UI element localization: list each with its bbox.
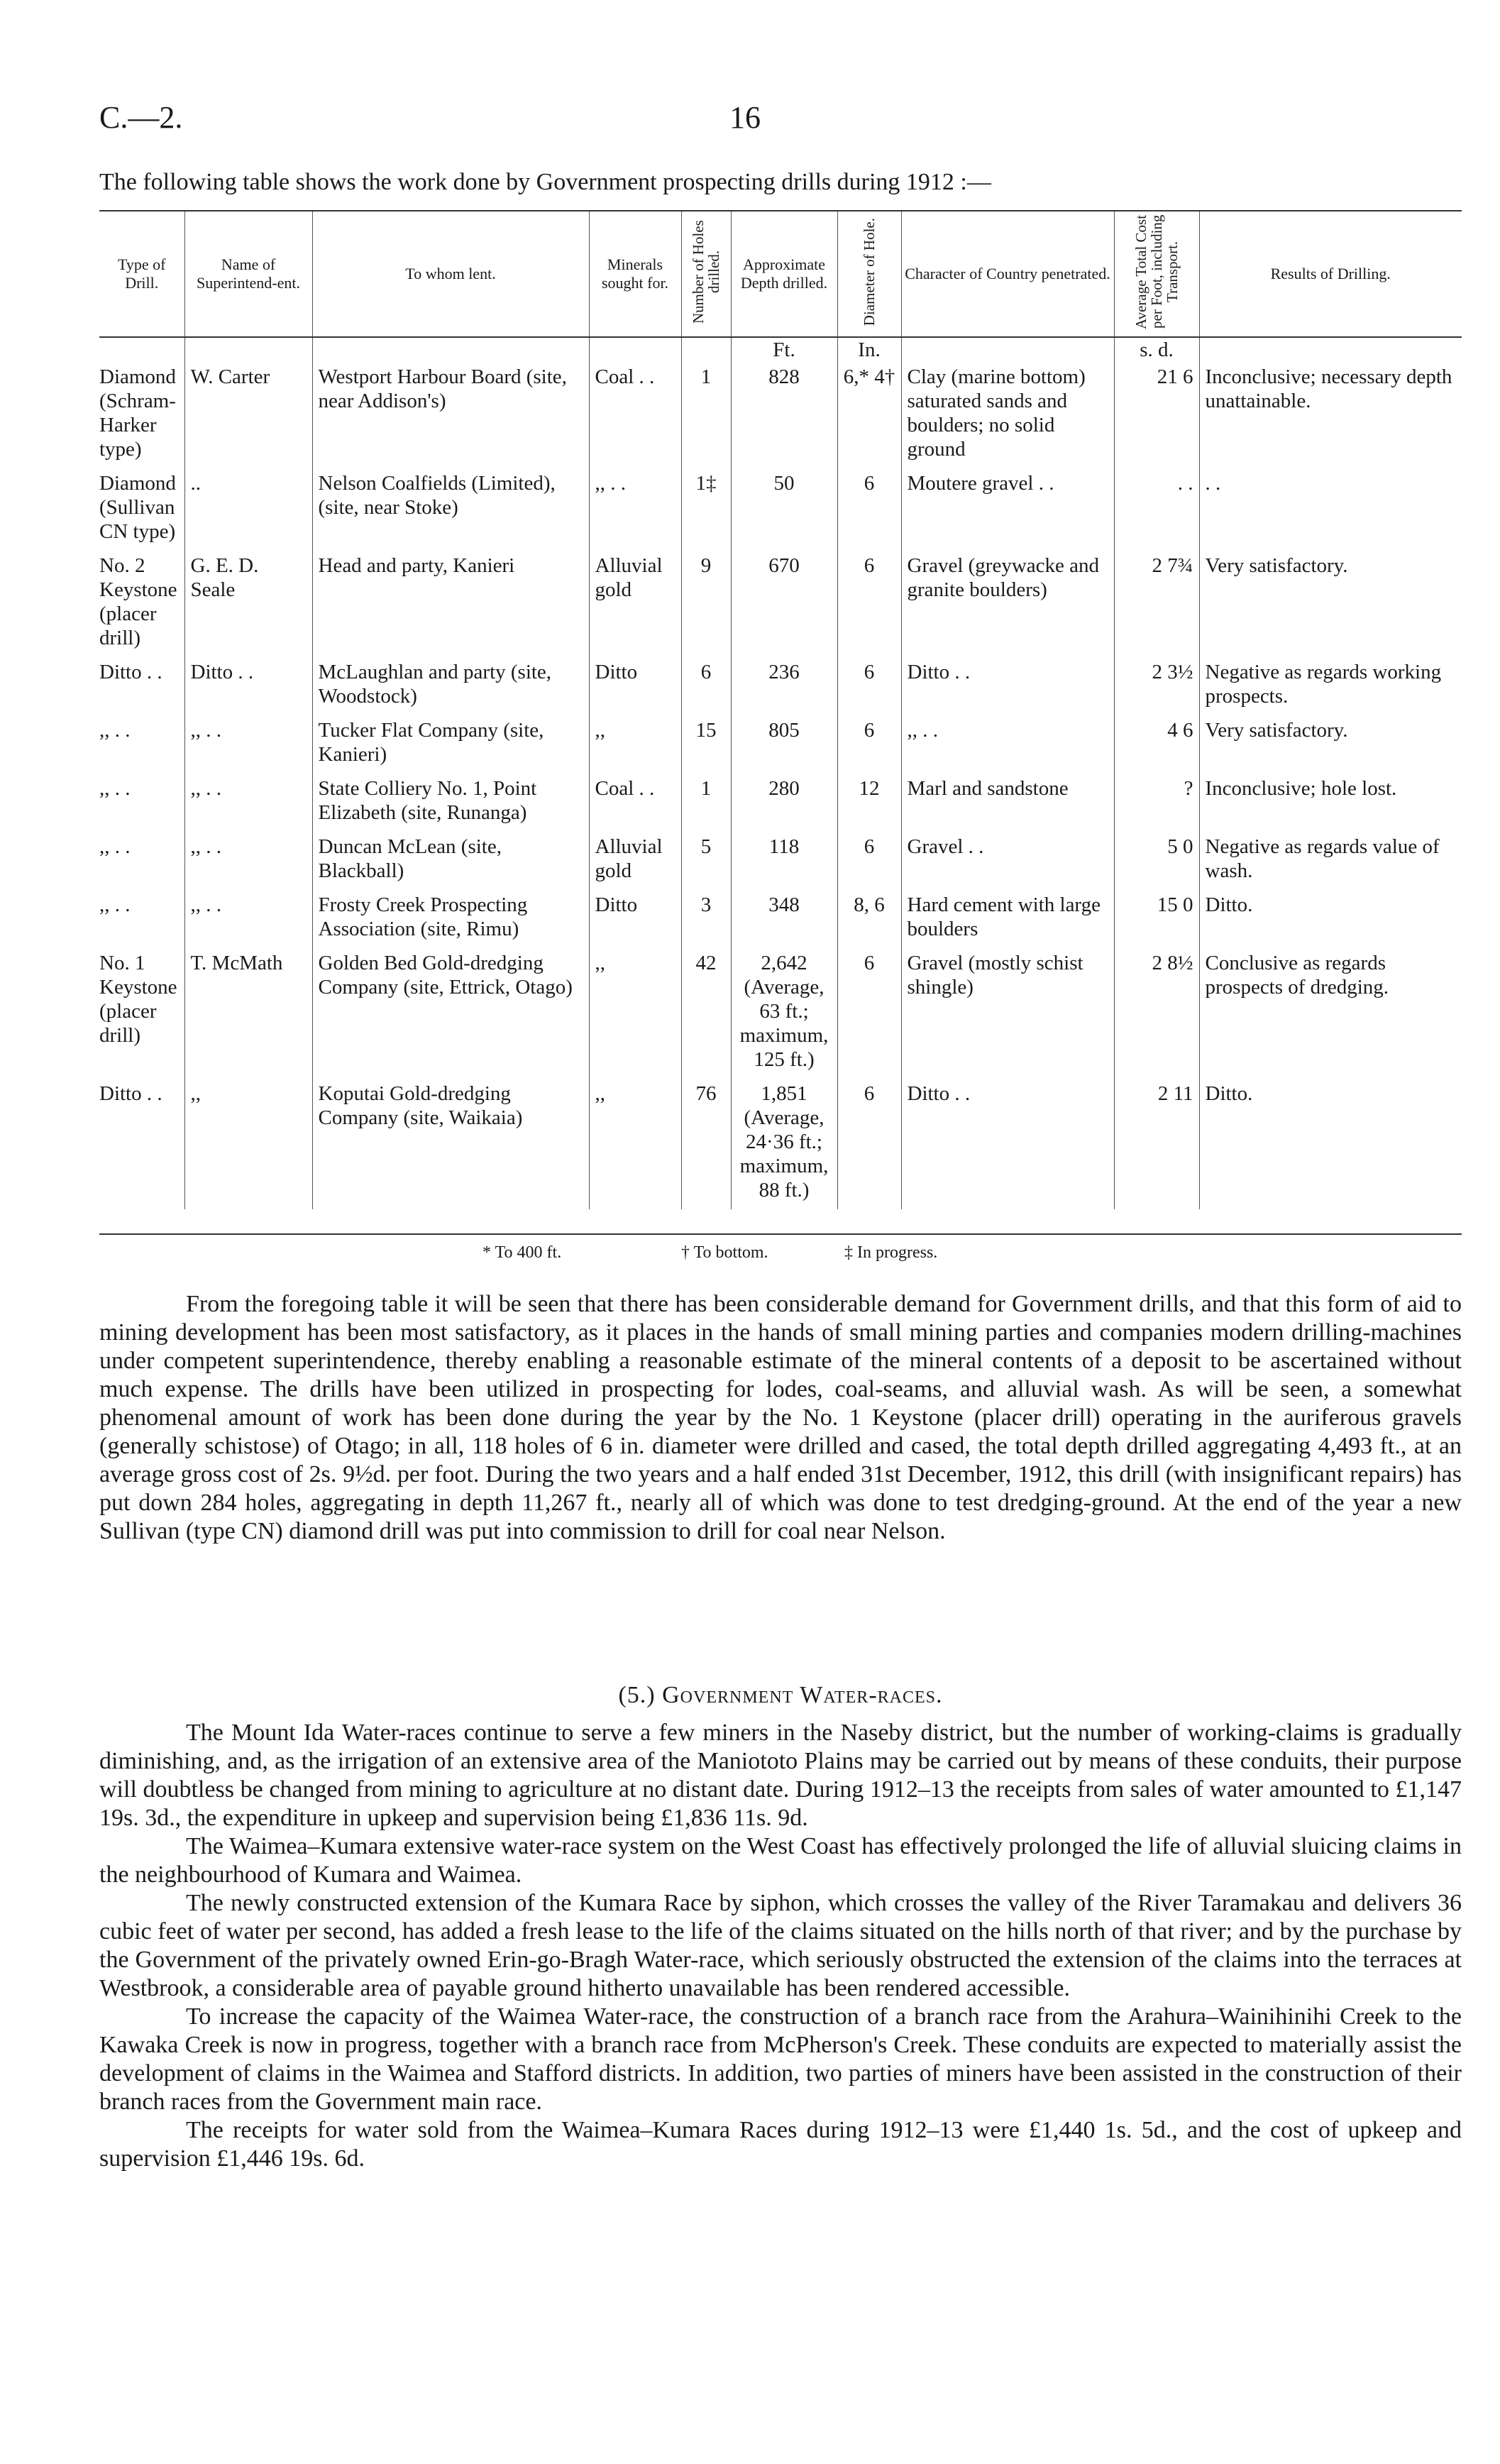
cell-whom: State Colliery No. 1, Point Elizabeth (site, Runanga) <box>312 774 589 832</box>
cell-depth: 118 <box>731 832 837 890</box>
cell-type: ,, . . <box>99 893 131 916</box>
cell-depth: 2,642 (Average, 63 ft.; maximum, 125 ft.) <box>731 948 837 1079</box>
cell-holes: 1 <box>681 774 731 832</box>
section-heading: (5.) Government Water-races. <box>618 1682 943 1708</box>
drills-table <box>99 211 1462 1209</box>
cell-depth: 280 <box>731 774 837 832</box>
cell-results: Conclusive as regards prospects of dredging. <box>1199 948 1462 1079</box>
cell-type: No. 2 Keystone (placer drill) <box>99 554 177 649</box>
water-paragraph: The Mount Ida Water-races continue to serve a few miners in the Naseby district, but the number of working-claims is gradually diminishing, and, as the irrigation of an extensive area of the Maniototo Plains may be carried out by means of these conduits, their purpose will doubtless be changed from mining to agriculture at no distant date. During 1912–13 the receipts from sales of water amounted to £1,147 19s. 3d., the expenditure in upkeep and supervision being £1,836 11s. 9d. <box>99 1720 1462 1831</box>
cell-country: Gravel . . <box>901 832 1114 890</box>
cell-minerals: ,, <box>589 715 681 774</box>
cell-whom: Head and party, Kanieri <box>312 551 589 657</box>
table-row <box>99 551 1462 657</box>
cell-holes: 9 <box>681 551 731 657</box>
cell-results: Very satisfactory. <box>1199 551 1462 657</box>
cell-diameter: 6 <box>837 1079 901 1209</box>
cell-results: . . <box>1199 468 1462 551</box>
header-diameter: Diameter of Hole. <box>837 211 901 337</box>
cell-whom: Golden Bed Gold-dredging Company (site, Ettrick, Otago) <box>312 948 589 1079</box>
cell-minerals: Coal . . <box>589 362 681 468</box>
cell-holes: 5 <box>681 832 731 890</box>
table-row <box>99 948 1462 1079</box>
cell-holes: 42 <box>681 948 731 1079</box>
cell-minerals: ,, . . <box>589 468 681 551</box>
cell-superintendent: ,, . . <box>184 890 312 948</box>
cell-whom: Koputai Gold-dredging Company (site, Waikaia) <box>312 1079 589 1209</box>
cell-country: Clay (marine bottom) saturated sands and boulders; no solid ground <box>901 362 1114 468</box>
cell-diameter: 8, 6 <box>837 890 901 948</box>
cell-type: ,, . . <box>99 835 131 858</box>
cell-whom: Duncan McLean (site, Blackball) <box>312 832 589 890</box>
cell-holes: 1‡ <box>681 468 731 551</box>
cell-diameter: 6 <box>837 832 901 890</box>
cell-type: ,, . . <box>99 719 131 742</box>
cell-country: Moutere gravel . . <box>901 468 1114 551</box>
cell-depth: 236 <box>731 657 837 715</box>
cell-superintendent: ,, . . <box>184 774 312 832</box>
cell-type: Diamond (Schram-Harker type) <box>99 365 176 461</box>
table-row <box>99 657 1462 715</box>
cell-results: Negative as regards working prospects. <box>1199 657 1462 715</box>
cell-cost: 15 0 <box>1114 890 1199 948</box>
cell-minerals: Ditto <box>589 657 681 715</box>
cell-type: Diamond (Sullivan CN type) <box>99 472 176 543</box>
cell-country: Ditto . . <box>901 1079 1114 1209</box>
cell-cost: 2 11 <box>1114 1079 1199 1209</box>
header-depth: Approximate Depth drilled. <box>731 211 837 337</box>
water-paragraph: The newly constructed extension of the Kumara Race by siphon, which crosses the valley of the River Taramakau and delivers 36 cubic feet of water per second, has added a fresh lease to the life of the claims situated on the hills north of that river; and by the purchase by the Government of the privately owned Erin-go-Bragh Water-race, which seriously obstructed the extension of the claims into the terraces at Westbrook, a considerable area of payable ground hitherto unavailable has been rendered accessible. <box>99 1890 1462 2001</box>
unit-depth: Ft. <box>731 337 837 362</box>
cell-country: Gravel (mostly schist shingle) <box>901 948 1114 1079</box>
cell-superintendent: ,, . . <box>184 832 312 890</box>
cell-superintendent: W. Carter <box>184 362 312 468</box>
cell-diameter: 6 <box>837 715 901 774</box>
cell-country: Marl and sandstone <box>901 774 1114 832</box>
cell-diameter: 6,* 4† <box>837 362 901 468</box>
cell-holes: 76 <box>681 1079 731 1209</box>
table-row <box>99 832 1462 890</box>
cell-minerals: ,, <box>589 1079 681 1209</box>
header-country: Character of Country penetrated. <box>901 211 1114 337</box>
cell-diameter: 6 <box>837 468 901 551</box>
cell-minerals: Ditto <box>589 890 681 948</box>
cell-whom: Frosty Creek Prospecting Association (site, Rimu) <box>312 890 589 948</box>
cell-cost: 4 6 <box>1114 715 1199 774</box>
cell-minerals: Alluvial gold <box>589 832 681 890</box>
cell-diameter: 12 <box>837 774 901 832</box>
cell-diameter: 6 <box>837 657 901 715</box>
cell-depth: 828 <box>731 362 837 468</box>
cell-whom: Westport Harbour Board (site, near Addison's) <box>312 362 589 468</box>
cell-superintendent: T. McMath <box>184 948 312 1079</box>
cell-type: Ditto . . <box>99 1082 162 1105</box>
cell-cost: 21 6 <box>1114 362 1199 468</box>
table-intro: The following table shows the work done by Government prospecting drills during 1912 :— <box>99 169 991 195</box>
header-results: Results of Drilling. <box>1199 211 1462 337</box>
header-superintendent: Name of Superintend-ent. <box>184 211 312 337</box>
cell-holes: 3 <box>681 890 731 948</box>
cell-depth: 50 <box>731 468 837 551</box>
table-row <box>99 715 1462 774</box>
table-row <box>99 468 1462 551</box>
cell-country: Ditto . . <box>901 657 1114 715</box>
cell-cost: ? <box>1114 774 1199 832</box>
cell-holes: 6 <box>681 657 731 715</box>
cell-country: ,, . . <box>901 715 1114 774</box>
cell-diameter: 6 <box>837 948 901 1079</box>
cell-minerals: Alluvial gold <box>589 551 681 657</box>
drills-paragraph-text: From the foregoing table it will be seen that there has been considerable demand for Government drills, and that this form of aid to mining development has been most satisfactory, as it places in the hands of small mining parties and companies modern drilling-machines under competent superintendence, thereby enabling a reasonable estimate of the mineral contents of a deposit to be ascertained without much expense. The drills have been utilized in prospecting for lodes, coal-seams, and alluvial wash. As will be seen, a somewhat phenomenal amount of work has been done during the year by the No. 1 Keystone (placer drill) operating in the auriferous gravels (generally schistose) of Otago; in all, 118 holes of 6 in. diameter were drilled and cased, the total depth drilled aggregating 4,493 ft., at an average gross cost of 2s. 9½d. per foot. During the two years and a half ended 31st December, 1912, this drill (with insignificant repairs) has put down 284 holes, aggregating in depth 11,267 ft., nearly all of which was done to test dredging-ground. At the end of the year a new Sullivan (type CN) diamond drill was put into commission to drill for coal near Nelson. <box>99 1291 1462 1544</box>
cell-diameter: 6 <box>837 551 901 657</box>
unit-cost: s. d. <box>1114 337 1199 362</box>
units-row <box>99 337 1462 362</box>
cell-cost: 2 8½ <box>1114 948 1199 1079</box>
cell-superintendent: Ditto . . <box>184 657 312 715</box>
cell-whom: McLaughlan and party (site, Woodstock) <box>312 657 589 715</box>
footnote-dagger: † To bottom. <box>681 1243 768 1262</box>
header-whom: To whom lent. <box>312 211 589 337</box>
cell-cost: 2 7¾ <box>1114 551 1199 657</box>
cell-minerals: ,, <box>589 948 681 1079</box>
cell-results: Negative as regards value of wash. <box>1199 832 1462 890</box>
cell-depth: 348 <box>731 890 837 948</box>
page-number: 16 <box>729 100 761 135</box>
cell-holes: 1 <box>681 362 731 468</box>
water-paragraph: The receipts for water sold from the Waimea–Kumara Races during 1912–13 were £1,440 1s. 5d., and the cost of upkeep and supervision £1,446 19s. 6d. <box>99 2117 1462 2172</box>
cell-superintendent: ,, . . <box>184 715 312 774</box>
water-paragraph: The Waimea–Kumara extensive water-race system on the West Coast has effectively prolonged the life of alluvial sluicing claims in the neighbourhood of Kumara and Waimea. <box>99 1833 1462 1888</box>
cell-whom: Tucker Flat Company (site, Kanieri) <box>312 715 589 774</box>
unit-diameter: In. <box>837 337 901 362</box>
cell-results: Ditto. <box>1199 1079 1462 1209</box>
table-row <box>99 1079 1462 1209</box>
water-races-text <box>99 1719 1462 2173</box>
page-reference: C.—2. <box>99 100 183 135</box>
cell-type: ,, . . <box>99 777 131 800</box>
cell-cost: . . <box>1114 468 1199 551</box>
header-holes: Number of Holes drilled. <box>681 211 731 337</box>
cell-country: Hard cement with large boulders <box>901 890 1114 948</box>
table-row <box>99 774 1462 832</box>
cell-type: No. 1 Keystone (placer drill) <box>99 952 177 1047</box>
cell-superintendent: ,, <box>184 1079 312 1209</box>
cell-whom: Nelson Coalfields (Limited), (site, near Stoke) <box>312 468 589 551</box>
footnote-star: * To 400 ft. <box>482 1243 562 1262</box>
water-paragraph: To increase the capacity of the Waimea Water-race, the construction of a branch race from the Arahura–Wainihinihi Creek to the Kawaka Creek is now in progress, together with a branch race from McPherson's Creek. These conduits are expected to materially assist the development of claims in the Waimea and Stafford districts. In addition, two parties of miners have been assisted in the construction of their branch races from the Government main race. <box>99 2003 1462 2115</box>
cell-results: Very satisfactory. <box>1199 715 1462 774</box>
cell-holes: 15 <box>681 715 731 774</box>
header-type: Type of Drill. <box>99 211 184 337</box>
table-bottom-rule <box>99 1233 1462 1235</box>
cell-cost: 5 0 <box>1114 832 1199 890</box>
header-cost: Average Total Cost per Foot, including Transport. <box>1114 211 1199 337</box>
cell-type: Ditto . . <box>99 661 162 683</box>
cell-depth: 670 <box>731 551 837 657</box>
cell-cost: 2 3½ <box>1114 657 1199 715</box>
cell-country: Gravel (greywacke and granite boulders) <box>901 551 1114 657</box>
cell-minerals: Coal . . <box>589 774 681 832</box>
cell-results: Ditto. <box>1199 890 1462 948</box>
cell-results: Inconclusive; hole lost. <box>1199 774 1462 832</box>
cell-depth: 805 <box>731 715 837 774</box>
table-row <box>99 362 1462 468</box>
cell-superintendent: .. <box>184 468 312 551</box>
cell-superintendent: G. E. D. Seale <box>184 551 312 657</box>
cell-depth: 1,851 (Average, 24·36 ft.; maximum, 88 ft.) <box>731 1079 837 1209</box>
cell-results: Inconclusive; necessary depth unattainable. <box>1199 362 1462 468</box>
table-row <box>99 890 1462 948</box>
header-minerals: Minerals sought for. <box>589 211 681 337</box>
drills-paragraph <box>99 1290 1462 1546</box>
footnote-double-dagger: ‡ In progress. <box>844 1243 938 1262</box>
